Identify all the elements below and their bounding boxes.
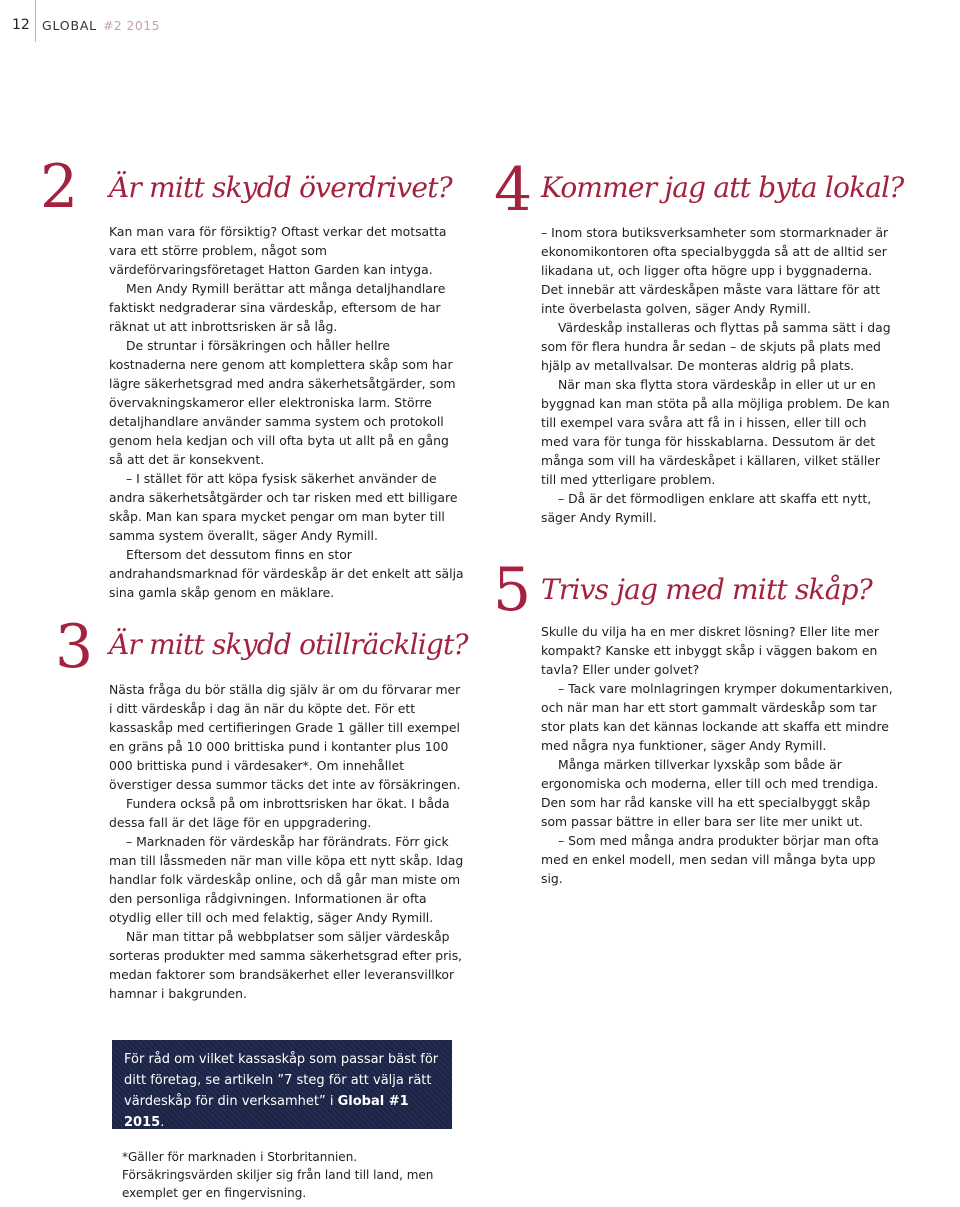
- paragraph: Skulle du vilja ha en mer diskret lösning? Eller lite mer kompakt? Kanske ett inbyggt skåp i väggen bakom en tavla? Eller under golvet?: [541, 624, 879, 677]
- paragraph: Men Andy Rymill berättar att många detaljhandlare faktiskt nedgraderar sina värdeskåp, eftersom de har räknat ut att inbrottsrisken är så låg.: [109, 281, 446, 334]
- paragraph: Värdeskåp installeras och flyttas på samma sätt i dag som för flera hundra år sedan – de skjuts på plats med hjälp av metallvalsar. De monteras aldrig på plats.: [541, 320, 891, 373]
- magazine-title: [42, 18, 160, 33]
- paragraph: Många märken tillverkar lyxskåp som både är ergonomiska och moderna, eller till och med trendiga. Den som har råd kanske vill ha ett specialbyggt skåp som passar bättre in eller bara ser lite mer unikt ut.: [541, 757, 879, 829]
- section-title: Är mitt skydd otillräckligt?: [109, 628, 468, 661]
- callout-text: För råd om vilket kassaskåp som passar bäst för ditt företag, se artikeln ”7 steg för att välja rätt värdeskåp för din verksamhet” i: [124, 1052, 439, 1109]
- paragraph: – Som med många andra produkter börjar man ofta med en enkel modell, men sedan vill många byta upp sig.: [541, 833, 879, 886]
- paragraph: När man tittar på webbplatser som säljer värdeskåp sorteras produkter med samma säkerhetsgrad efter pris, medan faktorer som brandsäkerhet eller leveransvillkor hamnar i bakgrunden.: [109, 929, 463, 1001]
- magazine-name: GLOBAL: [42, 18, 97, 33]
- section-title: Kommer jag att byta lokal?: [541, 171, 904, 204]
- paragraph: Eftersom det dessutom finns en stor andrahandsmarknad för värdeskåp är det enkelt att sälja sina gamla skåp genom en mäklare.: [109, 547, 464, 600]
- page-header: [0, 0, 960, 50]
- paragraph: Nästa fråga du bör ställa dig själv är om du förvarar mer i ditt värdeskåp i dag än när du köpte det. För ett kassaskåp med certifieringen Grade 1 gäller till exempel en gräns på 10 000 brittiska pund i kontanter plus 100 000 brittiska pund i värdesaker*. Om innehållet överstiger dessa summor täcks det inte av försäkringen.: [109, 682, 461, 792]
- paragraph: När man ska flytta stora värdeskåp in eller ut ur en byggnad kan man stöta på alla möjliga problem. De kan till exempel vara svåra att få in i hissen, eller till och med vara för tunga för hisskablarna. Dessutom är det många som vill ha värdeskåpet i källaren, vilket ställer till med ytterligare problem.: [541, 377, 890, 487]
- section-body: [541, 622, 897, 888]
- section-number: 2: [40, 152, 77, 222]
- section-title: Är mitt skydd överdrivet?: [109, 171, 452, 204]
- paragraph: – Då är det förmodligen enklare att skaffa ett nytt, säger Andy Rymill.: [541, 491, 872, 525]
- paragraph: – Inom stora butiksverksamheter som stormarknader är ekonomikontoren ofta specialbyggda så att de alltid ser likadana ut, och ligger ofta högre upp i byggnaderna. Det innebär att värdeskåpen måste vara lättare för att inte överbelasta golven, säger Andy Rymill.: [541, 225, 889, 316]
- section-number: 5: [493, 555, 530, 625]
- article-reference-box: [112, 1040, 452, 1129]
- header-divider: [35, 0, 36, 42]
- issue-number: #2 2015: [102, 18, 160, 33]
- paragraph: Kan man vara för försiktig? Oftast verkar det motsatta vara ett större problem, något som värdeförvaringsföretaget Hatton Garden kan intyga.: [109, 224, 447, 277]
- section-body: [109, 680, 466, 1003]
- section-number: 3: [55, 612, 92, 682]
- page-number: 12: [12, 17, 30, 33]
- section-body: [109, 222, 466, 602]
- paragraph: – I stället för att köpa fysisk säkerhet använder de andra säkerhetsåtgärder och tar risken med ett billigare skåp. Man kan spara mycket pengar om man byter till samma system överallt, säger Andy Rymill.: [109, 471, 458, 543]
- callout-end: .: [160, 1115, 165, 1130]
- section-number: 4: [494, 155, 531, 225]
- callout-issue-reference: Global #1 2015: [124, 1094, 409, 1130]
- footnote: *Gäller för marknaden i Storbritannien. Försäkringsvärden skiljer sig från land till land, men exemplet ger en fingervisning.: [122, 1150, 434, 1200]
- section-body: [541, 223, 897, 527]
- paragraph: Fundera också på om inbrottsrisken har ökat. I båda dessa fall är det läge för en uppgradering.: [109, 796, 450, 830]
- section-title: Trivs jag med mitt skåp?: [541, 573, 872, 606]
- paragraph: – Marknaden för värdeskåp har förändrats. Förr gick man till låssmeden när man ville köpa ett nytt skåp. Idag handlar folk värdeskåp online, och då går man miste om den personliga rådgivningen. Informationen är ofta otydlig eller till och med felaktig, säger Andy Rymill.: [109, 834, 464, 925]
- paragraph: – Tack vare molnlagringen krymper dokumentarkiven, och när man har ett stort gammalt värdeskåp som tar stor plats kan det kännas lockande att skaffa ett mindre med några nya funktioner, säger Andy Rymill.: [541, 681, 893, 753]
- paragraph: De struntar i försäkringen och håller hellre kostnaderna nere genom att komplettera skåp som har lägre säkerhetsgrad med andra säkerhetsåtgärder, som övervakningskameror eller elektroniska larm. Större detaljhandlare använder samma system och protokoll genom hela kedjan och vill ofta byta ut allt på en gång så att det är konsekvent.: [109, 338, 456, 467]
